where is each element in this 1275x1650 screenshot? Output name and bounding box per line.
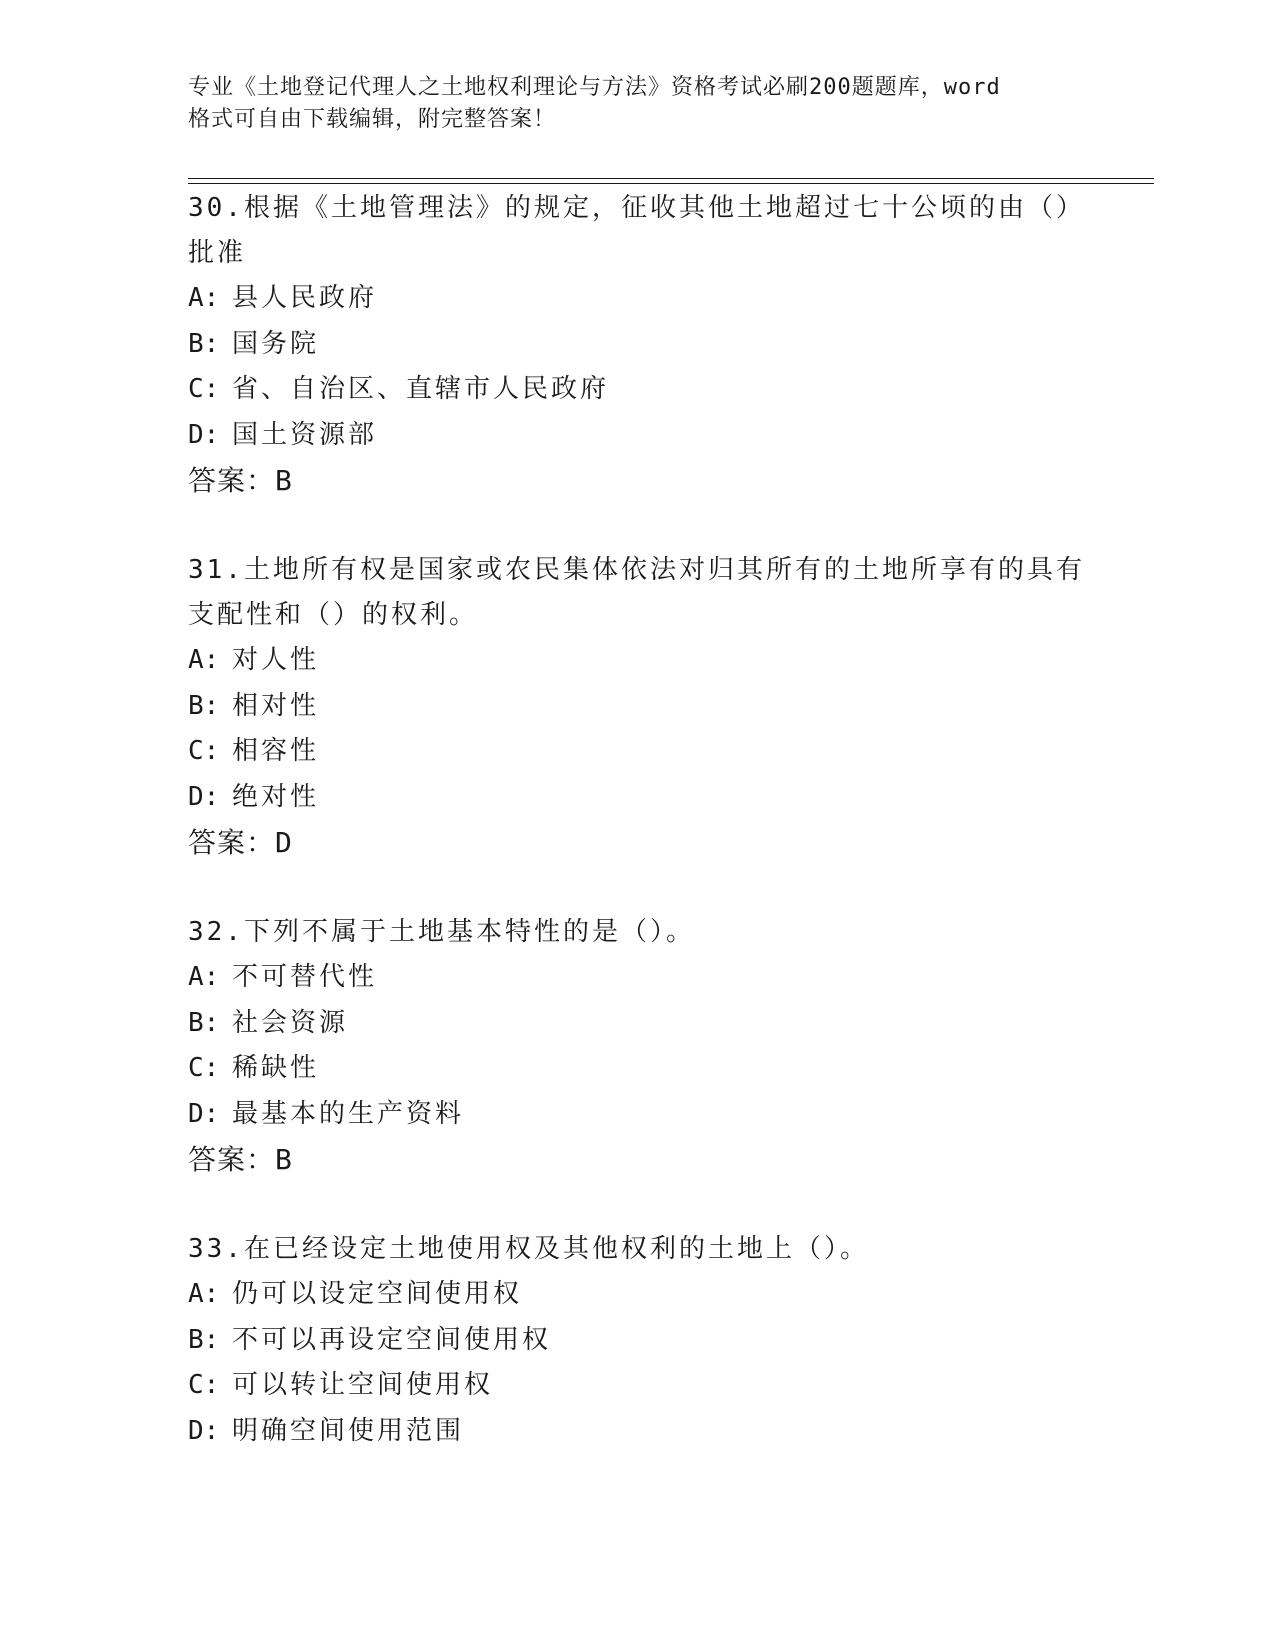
option-d	[188, 775, 1088, 821]
option-d	[188, 413, 1088, 459]
option-text: 明确空间使用范围	[232, 1415, 465, 1446]
option-b	[188, 322, 1088, 368]
option-text: 稀缺性	[232, 1053, 320, 1083]
option-c	[188, 367, 1088, 413]
option-text: 相对性	[232, 690, 320, 721]
option-text: 绝对性	[232, 781, 320, 812]
question-30	[188, 186, 1088, 548]
option-letter: C:	[188, 1370, 220, 1400]
option-c	[188, 1363, 1088, 1409]
header-rule-bottom	[188, 183, 1154, 184]
option-letter: C:	[188, 374, 220, 404]
option-letter: A:	[188, 962, 220, 992]
question-33	[188, 1227, 1088, 1454]
header-rule-top	[188, 178, 1154, 179]
option-text: 社会资源	[232, 1007, 349, 1038]
option-text: 最基本的生产资料	[232, 1098, 465, 1129]
option-b	[188, 684, 1088, 730]
option-letter: B:	[188, 328, 220, 359]
header-line-2: 格式可自由下载编辑，附完整答案！	[188, 107, 557, 132]
header-line-1: 专业《土地登记代理人之土地权利理论与方法》资格考试必刷200题题库，word	[188, 75, 1001, 100]
option-letter: A:	[188, 283, 220, 313]
option-text: 对人性	[232, 645, 320, 675]
option-a	[188, 638, 1088, 684]
option-text: 不可替代性	[232, 962, 378, 992]
option-letter: B:	[188, 1007, 220, 1038]
option-text: 国务院	[232, 328, 320, 359]
option-text: 省、自治区、直辖市人民政府	[232, 374, 610, 404]
option-text: 县人民政府	[232, 283, 378, 313]
document-header	[188, 72, 1068, 136]
question-stem: 30.根据《土地管理法》的规定，征收其他土地超过七十公顷的由（）	[188, 193, 1085, 223]
option-letter: A:	[188, 1279, 220, 1309]
option-d	[188, 1092, 1088, 1138]
option-letter: D:	[188, 419, 220, 450]
option-c	[188, 729, 1088, 775]
question-32	[188, 910, 1088, 1227]
option-a	[188, 1272, 1088, 1318]
option-text: 可以转让空间使用权	[232, 1370, 494, 1400]
option-text: 仍可以设定空间使用权	[232, 1279, 523, 1309]
option-letter: C:	[188, 1053, 220, 1083]
option-a	[188, 276, 1088, 322]
answer: 答案：B	[188, 1143, 293, 1176]
option-letter: B:	[188, 690, 220, 721]
question-stem: 31.土地所有权是国家或农民集体依法对归其所有的土地所享有的具有	[188, 555, 1085, 585]
option-letter: D:	[188, 1415, 220, 1446]
answer: 答案：B	[188, 464, 293, 497]
option-b	[188, 1318, 1088, 1364]
question-stem: 32.下列不属于土地基本特性的是（）。	[188, 917, 695, 947]
option-letter: D:	[188, 781, 220, 812]
option-letter: D:	[188, 1098, 220, 1129]
option-a	[188, 955, 1088, 1001]
answer: 答案：D	[188, 826, 293, 859]
option-b	[188, 1001, 1088, 1047]
option-text: 国土资源部	[232, 419, 378, 450]
question-list	[188, 186, 1088, 1454]
option-text: 相容性	[232, 736, 320, 766]
question-31	[188, 548, 1088, 910]
option-letter: C:	[188, 736, 220, 766]
question-stem: 批准	[188, 238, 247, 268]
option-c	[188, 1046, 1088, 1092]
option-letter: B:	[188, 1324, 220, 1355]
option-text: 不可以再设定空间使用权	[232, 1324, 552, 1355]
option-d	[188, 1409, 1088, 1455]
option-letter: A:	[188, 645, 220, 675]
question-stem: 33.在已经设定土地使用权及其他权利的土地上（）。	[188, 1234, 869, 1264]
question-stem: 支配性和（）的权利。	[188, 600, 479, 630]
